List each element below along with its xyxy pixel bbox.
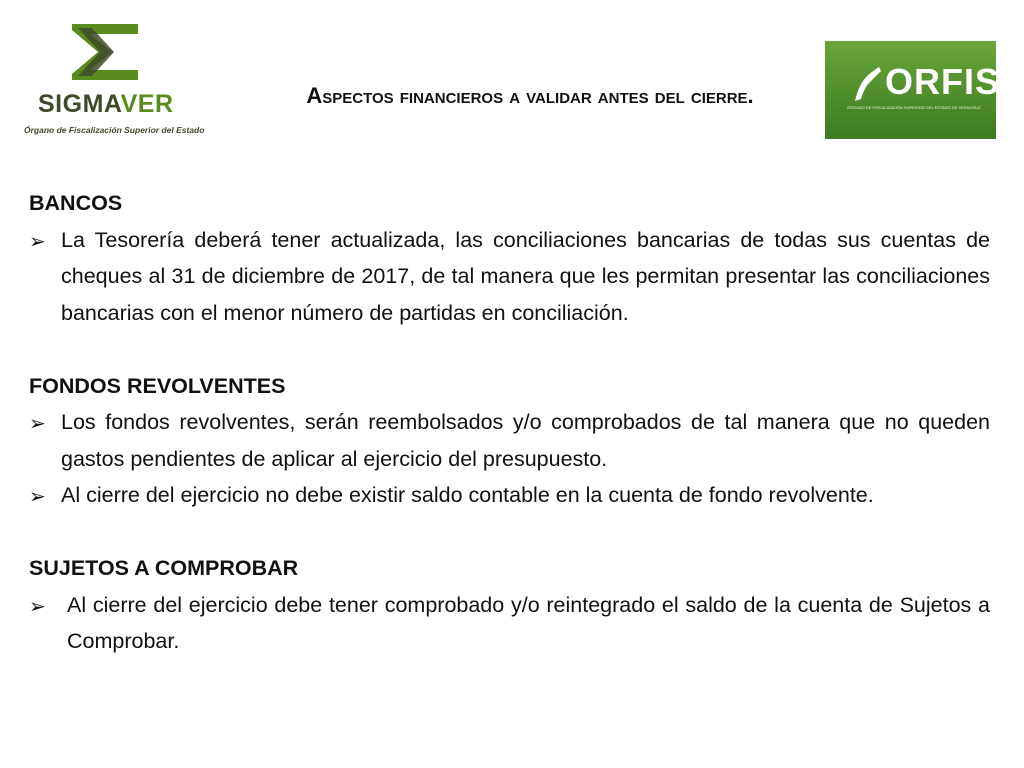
- section-heading-fondos: FONDOS REVOLVENTES: [29, 373, 286, 398]
- arrow-bullet-icon: ➢: [29, 230, 46, 253]
- veracruz-map-icon: [853, 65, 883, 103]
- orfis-subtitle: ÓRGANO DE FISCALIZACIÓN SUPERIOR DEL ESTADO DE VERACRUZ: [847, 105, 981, 110]
- bullet-text: Los fondos revolventes, serán reembolsados y/o comprobados de tal manera que no queden gastos pendientes de aplicar al ejercicio del presupuesto.: [61, 410, 990, 471]
- bullet-text: Al cierre del ejercicio debe tener comprobado y/o reintegrado el saldo de la cuenta de Sujetos a Comprobar.: [67, 592, 990, 653]
- orfis-logo: [825, 41, 1001, 139]
- bullet-item: [29, 477, 990, 514]
- brand-tagline: Órgano de Fiscalización Superior del Estado: [24, 125, 205, 135]
- section-heading-sujetos: SUJETOS A COMPROBAR: [29, 556, 299, 580]
- bullet-text: La Tesorería deberá tener actualizada, las conciliaciones bancarias de todas sus cuentas de cheques al 31 de diciembre de 2017, de tal manera que les permitan presentar las conciliaciones bancarias con el menor número de partidas en conciliación.: [61, 227, 990, 325]
- brand-part-sigma: SIGMA: [38, 90, 121, 118]
- page-title: Aspectos financieros a validar antes del cierre.: [306, 83, 754, 108]
- bullet-item: [29, 222, 990, 332]
- section-heading-bancos: BANCOS: [29, 191, 123, 215]
- sigma-icon: [68, 22, 148, 84]
- content-body: [29, 185, 990, 660]
- bullet-item: [29, 587, 990, 660]
- sigmaver-logo: [20, 20, 220, 140]
- bullet-text: Al cierre del ejercicio no debe existir saldo contable en la cuenta de fondo revolvente.: [61, 483, 874, 507]
- bullet-item: [29, 404, 990, 477]
- brand-name: [38, 90, 174, 119]
- orfis-text: ORFIS: [885, 61, 1001, 102]
- arrow-bullet-icon: ➢: [29, 413, 46, 435]
- brand-part-ver: VER: [120, 90, 174, 118]
- arrow-bullet-icon: ➢: [29, 595, 46, 618]
- arrow-bullet-icon: ➢: [29, 486, 46, 508]
